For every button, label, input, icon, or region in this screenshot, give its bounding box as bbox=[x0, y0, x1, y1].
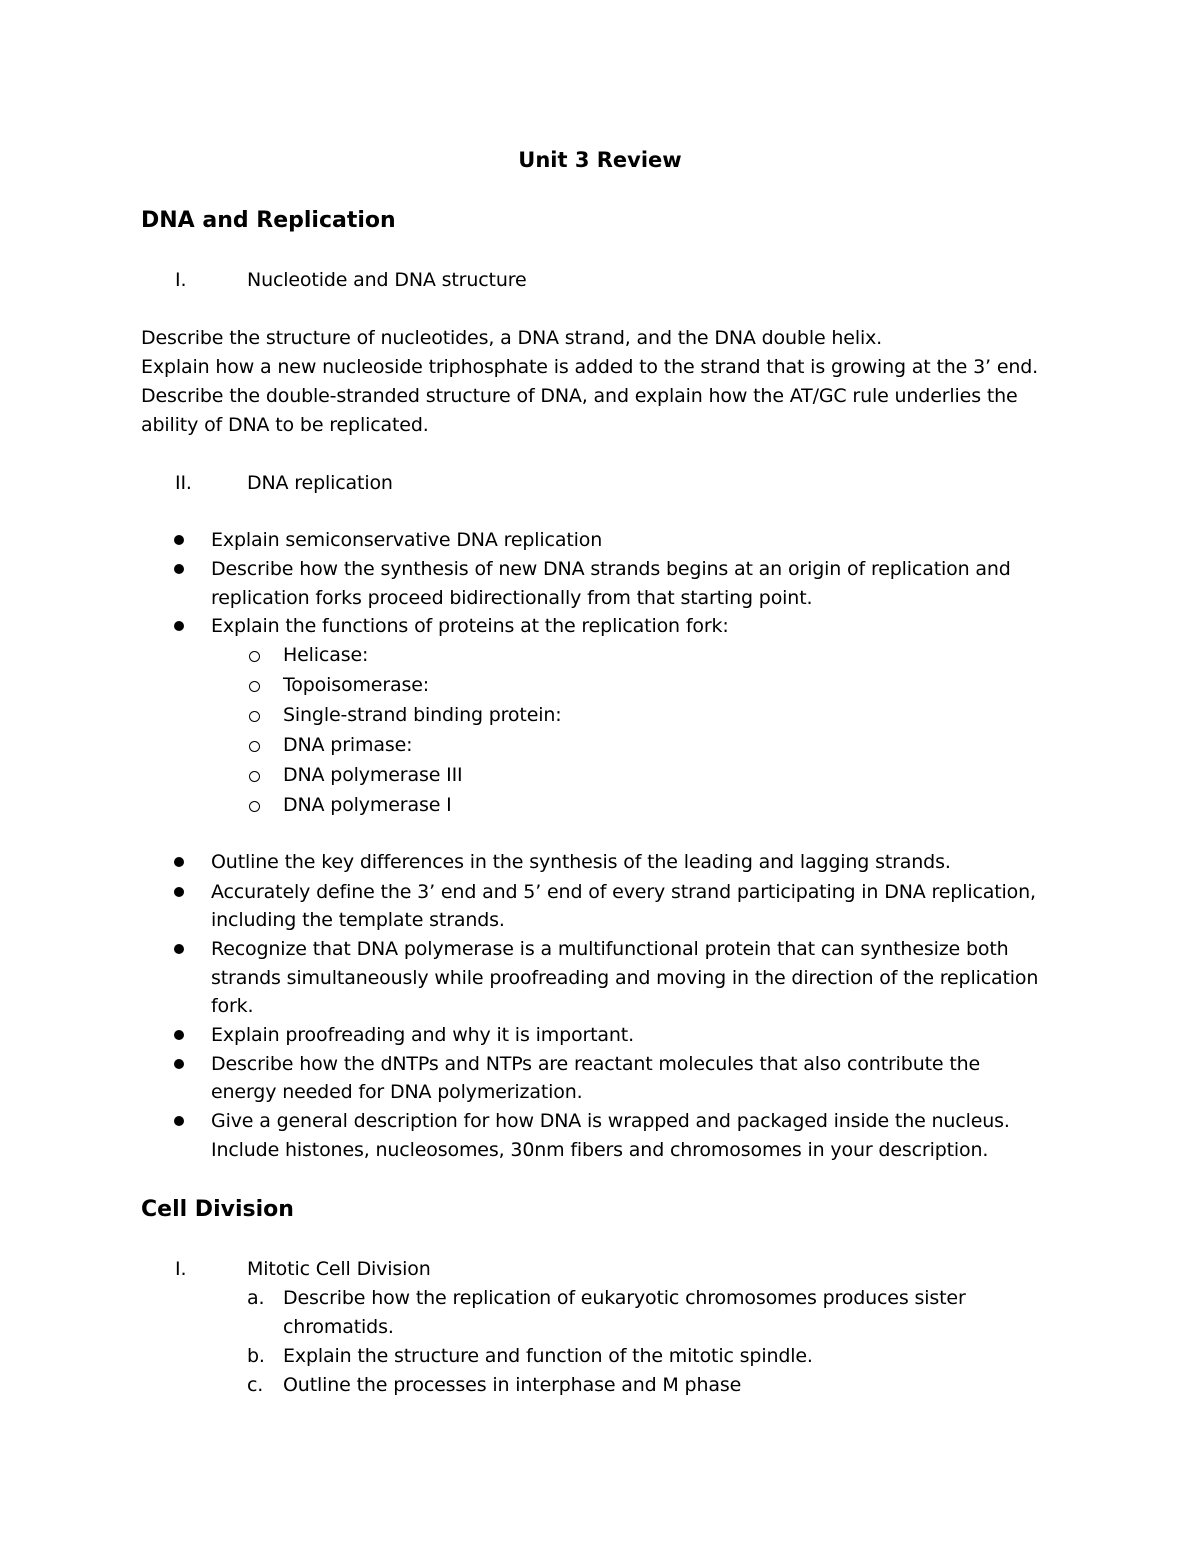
item-letter: b. bbox=[247, 1345, 265, 1367]
bullet-icon bbox=[174, 1059, 184, 1069]
bullet-icon bbox=[174, 944, 184, 954]
sub-item: Topoisomerase: bbox=[283, 674, 430, 696]
circle-bullet-icon bbox=[249, 771, 260, 782]
bullet-text: Explain the functions of proteins at the replication fork: bbox=[211, 615, 729, 637]
circle-bullet-icon bbox=[249, 681, 260, 692]
bullet-text: Describe how the dNTPs and NTPs are reactant molecules that also contribute the bbox=[211, 1053, 981, 1075]
lettered-item-text: Outline the processes in interphase and M phase bbox=[283, 1374, 742, 1396]
sub-item: DNA primase: bbox=[283, 734, 413, 756]
item-letter: c. bbox=[247, 1374, 264, 1396]
paragraph-line: Explain how a new nucleoside triphosphate is added to the strand that is growing at the 3’ end. bbox=[141, 356, 1039, 378]
bullet-text: Describe how the synthesis of new DNA strands begins at an origin of replication and bbox=[211, 558, 1011, 580]
circle-bullet-icon bbox=[249, 801, 260, 812]
bullet-text: Give a general description for how DNA is wrapped and packaged inside the nucleus. bbox=[211, 1110, 1010, 1132]
bullet-icon bbox=[174, 621, 184, 631]
sub-item: Helicase: bbox=[283, 644, 369, 666]
bullet-text-continued: fork. bbox=[211, 995, 254, 1017]
lettered-item-text: Describe how the replication of eukaryotic chromosomes produces sister bbox=[283, 1287, 966, 1309]
part-numeral: II. bbox=[175, 472, 192, 494]
sub-item: Single-strand binding protein: bbox=[283, 704, 562, 726]
bullet-text-continued: including the template strands. bbox=[211, 909, 505, 931]
bullet-text: Explain proofreading and why it is important. bbox=[211, 1024, 634, 1046]
bullet-icon bbox=[174, 887, 184, 897]
section-heading-dna-replication: DNA and Replication bbox=[141, 208, 396, 233]
sub-item: DNA polymerase III bbox=[283, 764, 463, 786]
sub-item: DNA polymerase I bbox=[283, 794, 452, 816]
bullet-icon bbox=[174, 564, 184, 574]
part-numeral: I. bbox=[175, 1258, 187, 1280]
lettered-item-text-continued: chromatids. bbox=[283, 1316, 394, 1338]
circle-bullet-icon bbox=[249, 711, 260, 722]
bullet-icon bbox=[174, 1116, 184, 1126]
lettered-item-text: Explain the structure and function of the mitotic spindle. bbox=[283, 1345, 813, 1367]
bullet-icon bbox=[174, 857, 184, 867]
part-label-dna-replication: DNA replication bbox=[247, 472, 393, 494]
item-letter: a. bbox=[247, 1287, 265, 1309]
bullet-text: Explain semiconservative DNA replication bbox=[211, 529, 603, 551]
bullet-icon bbox=[174, 1030, 184, 1040]
part-label-nucleotide-structure: Nucleotide and DNA structure bbox=[247, 269, 527, 291]
bullet-text-continued: Include histones, nucleosomes, 30nm fibers and chromosomes in your description. bbox=[211, 1139, 989, 1161]
bullet-text-continued: energy needed for DNA polymerization. bbox=[211, 1081, 583, 1103]
bullet-text: Accurately define the 3’ end and 5’ end of every strand participating in DNA replication, bbox=[211, 881, 1036, 903]
paragraph-line: Describe the double-stranded structure of DNA, and explain how the AT/GC rule underlies the bbox=[141, 385, 1018, 407]
bullet-icon bbox=[174, 535, 184, 545]
bullet-text-continued: strands simultaneously while proofreading and moving in the direction of the replication bbox=[211, 967, 1039, 989]
section-heading-cell-division: Cell Division bbox=[141, 1197, 294, 1222]
paragraph-line: Describe the structure of nucleotides, a DNA strand, and the DNA double helix. bbox=[141, 327, 883, 349]
circle-bullet-icon bbox=[249, 651, 260, 662]
part-label-mitotic-cell-division: Mitotic Cell Division bbox=[247, 1258, 431, 1280]
bullet-text: Outline the key differences in the synthesis of the leading and lagging strands. bbox=[211, 851, 951, 873]
page-title: Unit 3 Review bbox=[518, 148, 682, 172]
circle-bullet-icon bbox=[249, 741, 260, 752]
bullet-text: Recognize that DNA polymerase is a multifunctional protein that can synthesize both bbox=[211, 938, 1009, 960]
paragraph-line: ability of DNA to be replicated. bbox=[141, 414, 429, 436]
bullet-text-continued: replication forks proceed bidirectionally from that starting point. bbox=[211, 587, 813, 609]
part-numeral: I. bbox=[175, 269, 187, 291]
